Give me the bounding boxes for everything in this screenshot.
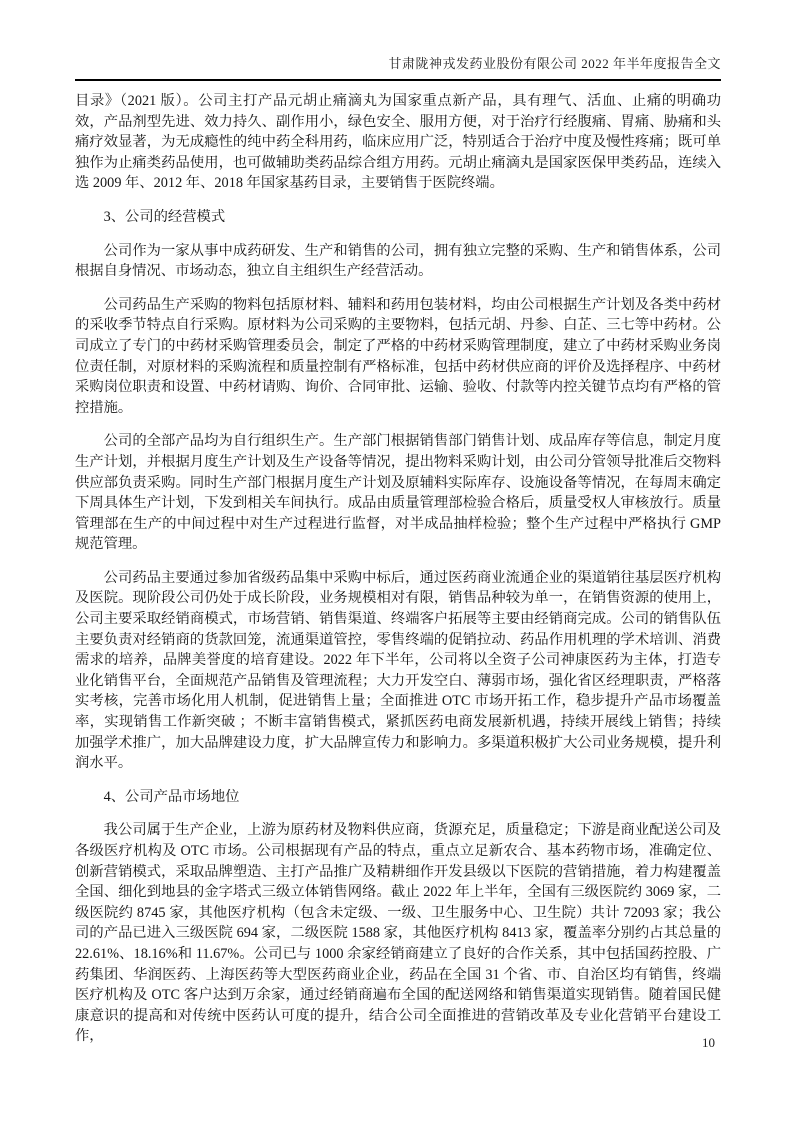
paragraph: 公司药品主要通过参加省级药品集中采购中标后，通过医药商业流通企业的渠道销往基层医疗机构及医院。现阶段公司仍处于成长阶段，业务规模相对有限，销售品种较为单一，在销售资源的使用上，公司主要采取经销商模式，市场营销、销售渠道、终端客户拓展等主要由经销商完成。公司的销售队伍主要负责对经销商的货款回笼，流通渠道管控，零售终端的促销拉动、药品作用机理的学术培训、消费需求的培养，品牌美誉度的培育建设。2022 年下半年，公司将以全资子公司神康医药为主体，打造专业化销售平台，全面规范产品销售及管理流程；大力开发空白、薄弱市场，强化省区经理职责，严格落实考核，完善市场化用人机制，促进销售上量；全面推进 OTC 市场开拓工作，稳步提升产品市场覆盖率，实现销售工作新突破 ；不断丰富销售模式，紧抓医药电商发展新机遇，持续开展线上销售；持续加强学术推广，加大品牌建设力度，扩大品牌宣传力和影响力。多渠道积极扩大公司业务规模，提升利润水平。 xyxy=(75,569,721,772)
paragraph: 公司药品生产采购的物料包括原材料、辅料和药用包装材料，均由公司根据生产计划及各类中药材的采收季节特点自行采购。原材料为公司采购的主要物料，包括元胡、丹参、白芷、三七等中药材。公司成立了专门的中药材采购管理委员会，制定了严格的中药材采购管理制度，建立了中药材采购业务岗位责任制，对原材料的采购流程和质量控制有严格标准，包括中药材供应商的评价及选择程序、中药材采购岗位职责和设置、中药材请购、询价、合同审批、运输、验收、付款等内控关键节点均有严格的管控措施。 xyxy=(75,296,721,416)
page-header xyxy=(75,55,721,81)
header-rule xyxy=(75,79,721,81)
paragraph: 公司作为一家从事中成药研发、生产和销售的公司，拥有独立完整的采购、生产和销售体系，公司根据自身情况、市场动态，独立自主组织生产经营活动。 xyxy=(75,242,721,280)
document-body xyxy=(75,91,721,1060)
page-footer xyxy=(75,1035,715,1051)
section-heading: 3、公司的经营模式 xyxy=(103,208,226,225)
header-title: 甘肃陇神戎发药业股份有限公司 2022 年半年度报告全文 xyxy=(388,56,721,71)
paragraph: 我公司属于生产企业，上游为原药材及物料供应商，货源充足，质量稳定；下游是商业配送公司及各级医疗机构及 OTC 市场。公司根据现有产品的特点，重点立足新农合、基本药物市场，准确定位、创新营销模式，采取品牌塑造、主打产品推广及精耕细作开发县级以下医院的营销措施，着力构建覆盖全国、细化到地县的金字塔式三级立体销售网络。截止 2022 年上半年，全国有三级医院约 3069 家，二级医院约 8745 家，其他医疗机构（包含未定级、一级、卫生服务中心、卫生院）共计 72093 家；我公司的产品已进入三级医院 694 家，二级医院 1588 家，其他医疗机构 8413 家，覆盖率分别约占其总量的 22.61%、18.16%和 11.67%。公司已与 1000 余家经销商建立了良好的合作关系，其中包括国药控股、广药集团、华润医药、上海医药等大型医药商业企业，药品在全国 31 个省、市、自治区均有销售，终端医疗机构及 OTC 客户达到万余家，通过经销商遍布全国的配送网络和销售渠道实现销售。随着国民健康意识的提高和对传统中医药认可度的提升，结合公司全面推进的营销改革及专业化营销平台建设工作， xyxy=(75,822,721,1045)
paragraph: 目录》（2021 版）。公司主打产品元胡止痛滴丸为国家重点新产品，具有理气、活血、止痛的明确功效，产品剂型先进、效力持久、副作用小，绿色安全、服用方便，对于治疗行经腹痛、胃痛、胁痛和头痛疗效显著，为无成瘾性的纯中药全科用药，临床应用广泛，特别适合于治疗中度及慢性疼痛；既可单独作为止痛类药品使用，也可做辅助类药品综合组方用药。元胡止痛滴丸是国家医保甲类药品，连续入选 2009 年、2012 年、2018 年国家基药目录，主要销售于医院终端。 xyxy=(75,93,721,192)
paragraph: 公司的全部产品均为自行组织生产。生产部门根据销售部门销售计划、成品库存等信息，制定月度生产计划，并根据月度生产计划及生产设备等情况，提出物料采购计划，由公司分管领导批准后交物料供应部负责采购。同时生产部门根据月度生产计划及原辅料实际库存、设施设备等情况，在每周末确定下周具体生产计划，下发到相关车间执行。成品由质量管理部检验合格后，质量受权人审核放行。质量管理部在生产的中间过程中对生产过程进行监督，对半成品抽样检验；整个生产过程中严格执行 GMP 规范管理。 xyxy=(75,433,721,553)
page-number: 10 xyxy=(702,1035,715,1050)
section-heading: 4、公司产品市场地位 xyxy=(103,788,240,805)
